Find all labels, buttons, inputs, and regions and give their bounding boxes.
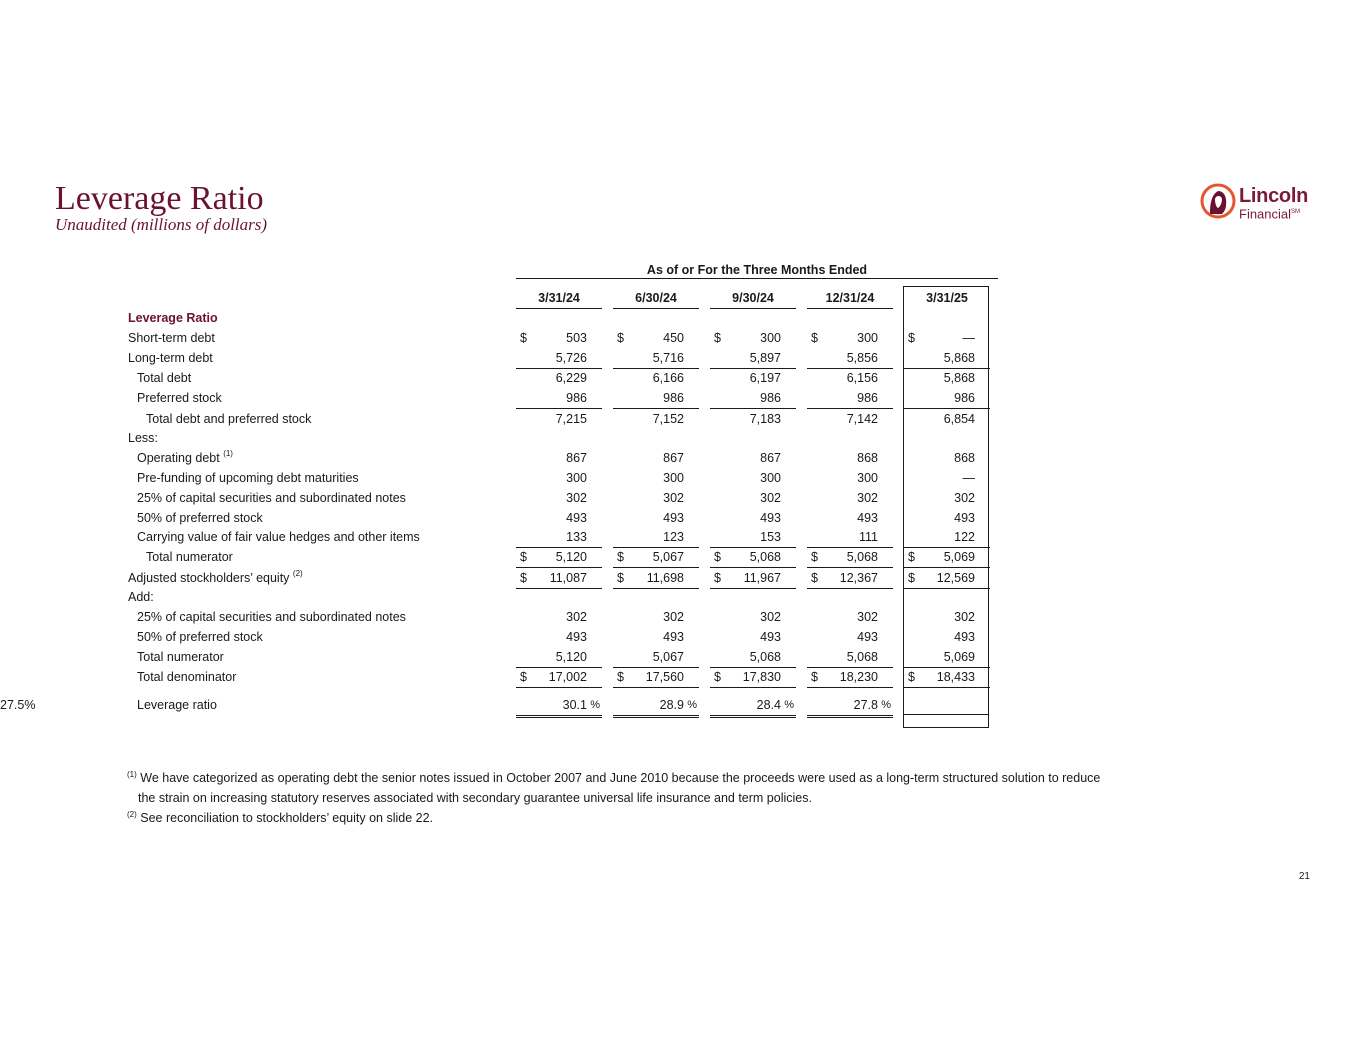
value-cell <box>613 388 699 409</box>
table-row <box>0 587 1365 607</box>
value-cell <box>710 388 796 409</box>
row-label <box>137 607 406 627</box>
row-label <box>128 348 213 368</box>
page-subtitle: Unaudited (millions of dollars) <box>55 215 268 234</box>
value-cell <box>807 409 893 429</box>
row-label-text: Total debt <box>137 371 192 385</box>
row-label <box>137 508 263 528</box>
value-cell <box>904 328 990 348</box>
row-label-text: Pre-funding of upcoming debt maturities <box>137 471 359 485</box>
footnote-1-continuation: the strain on increasing statutory reserves associated with secondary guarantee universal life insurance and term policies. <box>138 791 812 805</box>
value-cell <box>613 607 699 627</box>
table-row <box>0 527 1365 547</box>
value-cell <box>613 368 699 388</box>
row-label <box>137 647 224 667</box>
value-cell <box>0 695 86 715</box>
value-cell <box>904 368 990 388</box>
cell-value: 5,726 <box>555 351 587 365</box>
value-cell <box>904 647 990 668</box>
cell-value: 986 <box>857 391 878 405</box>
column-header <box>904 288 990 308</box>
value-cell <box>710 587 796 607</box>
cell-value: 12,569 <box>936 571 975 585</box>
row-label <box>137 488 406 508</box>
value-cell <box>904 428 990 448</box>
cell-value: 6,197 <box>749 371 781 385</box>
value-cell <box>807 448 893 468</box>
value-cell <box>710 667 796 688</box>
currency-symbol: $ <box>714 670 721 684</box>
cell-value: 986 <box>760 391 781 405</box>
cell-value: 503 <box>566 331 587 345</box>
value-cell <box>807 627 893 647</box>
cell-value: 986 <box>663 391 684 405</box>
cell-value: 5,068 <box>846 650 878 664</box>
value-cell <box>516 488 602 508</box>
cell-value: 5,120 <box>555 550 587 564</box>
value-cell <box>613 587 699 607</box>
percent-sign: % <box>24 698 36 712</box>
currency-symbol: $ <box>520 571 527 585</box>
value-cell <box>613 568 699 589</box>
value-cell <box>516 409 602 429</box>
cell-value: 7,215 <box>555 412 587 426</box>
value-cell <box>807 488 893 508</box>
currency-symbol: $ <box>520 331 527 345</box>
footnote-text: We have categorized as operating debt the senior notes issued in October 2007 and June 2010 because the proceeds were used as a long-term structured solution to reduce <box>140 771 1101 785</box>
value-cell <box>904 388 990 409</box>
cell-value: 18,230 <box>839 670 878 684</box>
row-label-text: 25% of capital securities and subordinated notes <box>137 491 406 505</box>
cell-value: 493 <box>954 511 975 525</box>
row-label-text: Leverage Ratio <box>128 311 218 325</box>
value-cell <box>904 527 990 548</box>
percent-sign: % <box>881 699 891 711</box>
value-cell <box>710 409 796 429</box>
value-cell <box>807 468 893 488</box>
value-cell <box>904 448 990 468</box>
value-cell <box>613 527 699 548</box>
cell-value: 493 <box>663 630 684 644</box>
value-cell <box>613 468 699 488</box>
value-cell <box>710 348 796 369</box>
value-cell <box>613 508 699 528</box>
footnote-2 <box>127 808 1177 828</box>
value-cell <box>516 448 602 468</box>
value-cell <box>710 328 796 348</box>
value-cell <box>516 587 602 607</box>
value-cell <box>516 468 602 488</box>
value-cell <box>710 468 796 488</box>
row-label <box>146 409 311 429</box>
cell-value: 17,002 <box>548 670 587 684</box>
value-cell <box>807 607 893 627</box>
cell-value: 302 <box>760 610 781 624</box>
page-number: 21 <box>1298 871 1310 882</box>
currency-symbol: $ <box>908 331 915 345</box>
value-cell <box>807 527 893 548</box>
value-cell <box>807 508 893 528</box>
cell-value: 5,067 <box>652 550 684 564</box>
table-row <box>0 627 1365 647</box>
column-header <box>613 288 699 309</box>
value-cell <box>516 527 602 548</box>
column-header <box>807 288 893 309</box>
value-cell <box>807 587 893 607</box>
row-label <box>128 587 154 607</box>
currency-symbol: $ <box>714 550 721 564</box>
value-cell <box>613 409 699 429</box>
row-label <box>137 468 359 488</box>
currency-symbol: $ <box>520 670 527 684</box>
cell-value: 7,183 <box>749 412 781 426</box>
cell-value: 30.1 <box>562 698 587 712</box>
table-group-header: As of or For the Three Months Ended <box>516 262 998 279</box>
currency-symbol: $ <box>520 550 527 564</box>
cell-value: 123 <box>663 530 684 544</box>
page-title: Leverage Ratio <box>55 180 264 217</box>
cell-value: 5,856 <box>846 351 878 365</box>
cell-value: 122 <box>954 530 975 544</box>
footnote-marker: (1) <box>127 770 137 779</box>
value-cell <box>516 388 602 409</box>
value-cell <box>904 409 990 429</box>
table-row <box>0 547 1365 567</box>
cell-value: 5,068 <box>749 650 781 664</box>
lincoln-portrait-icon <box>1200 181 1236 221</box>
value-cell <box>807 368 893 388</box>
cell-value: 5,068 <box>749 550 781 564</box>
table-row <box>0 695 1365 715</box>
value-cell <box>516 667 602 688</box>
cell-value: 5,067 <box>652 650 684 664</box>
cell-value: 17,560 <box>645 670 684 684</box>
currency-symbol: $ <box>811 550 818 564</box>
column-header-label: 12/31/24 <box>825 291 875 305</box>
column-header-label: 3/31/25 <box>926 291 968 305</box>
cell-value: 300 <box>760 331 781 345</box>
cell-value: 867 <box>566 451 587 465</box>
table-row <box>0 488 1365 508</box>
table-header-row <box>0 288 1365 308</box>
cell-value: 5,868 <box>943 371 975 385</box>
row-label-text: 50% of preferred stock <box>137 630 263 644</box>
cell-value: 302 <box>663 491 684 505</box>
value-cell <box>807 328 893 348</box>
percent-sign: % <box>687 699 697 711</box>
footnotes <box>127 768 1177 828</box>
row-label-text: Add: <box>128 590 154 604</box>
cell-value: 493 <box>566 511 587 525</box>
cell-value: 28.9 <box>659 698 684 712</box>
row-label-text: 25% of capital securities and subordinated notes <box>137 610 406 624</box>
cell-value: 300 <box>760 471 781 485</box>
footnote-text: See reconciliation to stockholders’ equity on slide 22. <box>140 811 434 825</box>
value-cell <box>904 468 990 488</box>
cell-value: 493 <box>663 511 684 525</box>
cell-value: 493 <box>857 511 878 525</box>
cell-value: 111 <box>858 530 878 544</box>
row-label <box>137 695 217 715</box>
value-cell <box>516 647 602 668</box>
cell-value: 302 <box>663 610 684 624</box>
row-label-text: Total numerator <box>146 550 233 564</box>
cell-value: 7,142 <box>846 412 878 426</box>
value-cell <box>516 627 602 647</box>
cell-value: 302 <box>857 491 878 505</box>
currency-symbol: $ <box>617 571 624 585</box>
value-cell <box>710 627 796 647</box>
table-row <box>0 468 1365 488</box>
currency-symbol: $ <box>617 331 624 345</box>
cell-value: 300 <box>857 471 878 485</box>
value-cell <box>613 348 699 369</box>
cell-value: 493 <box>954 630 975 644</box>
cell-value: 450 <box>663 331 684 345</box>
value-cell <box>807 428 893 448</box>
cell-value: 11,087 <box>549 571 587 585</box>
cell-value: 302 <box>954 491 975 505</box>
cell-value: 300 <box>566 471 587 485</box>
footnote-1 <box>127 768 1177 788</box>
currency-symbol: $ <box>908 571 915 585</box>
cell-value: 5,716 <box>652 351 684 365</box>
value-cell <box>613 448 699 468</box>
cell-value: 5,069 <box>943 550 975 564</box>
cell-value: 17,830 <box>742 670 781 684</box>
row-label-text: Long-term debt <box>128 351 213 365</box>
currency-symbol: $ <box>617 670 624 684</box>
table-row <box>0 647 1365 667</box>
cell-value: 302 <box>566 610 587 624</box>
cell-value: 302 <box>566 491 587 505</box>
cell-value: 11,698 <box>646 571 684 585</box>
value-cell <box>710 568 796 589</box>
cell-value: 6,854 <box>943 412 975 426</box>
row-label-text: Adjusted stockholders’ equity <box>128 571 290 585</box>
percent-sign: % <box>590 699 600 711</box>
value-cell <box>904 348 990 369</box>
cell-value: 11,967 <box>743 571 781 585</box>
footnote-marker: (2) <box>127 810 137 819</box>
value-cell <box>710 647 796 668</box>
row-label <box>128 568 303 588</box>
value-cell <box>710 527 796 548</box>
value-cell <box>904 627 990 647</box>
value-cell <box>807 388 893 409</box>
value-cell <box>516 607 602 627</box>
row-label <box>137 448 233 468</box>
table-row <box>0 328 1365 348</box>
cell-value: 868 <box>954 451 975 465</box>
value-cell <box>516 348 602 369</box>
value-cell <box>904 508 990 528</box>
percent-sign: % <box>784 699 794 711</box>
cell-value: 133 <box>566 530 587 544</box>
value-cell <box>613 547 699 568</box>
cell-value: 5,068 <box>846 550 878 564</box>
value-cell <box>904 568 990 589</box>
column-header <box>710 288 796 309</box>
cell-value: 493 <box>566 630 587 644</box>
value-cell <box>613 328 699 348</box>
row-label-text: 50% of preferred stock <box>137 511 263 525</box>
cell-value: 300 <box>663 471 684 485</box>
cell-value: 868 <box>857 451 878 465</box>
value-cell <box>516 428 602 448</box>
row-label <box>137 388 222 408</box>
currency-symbol: $ <box>908 670 915 684</box>
value-cell <box>516 547 602 568</box>
cell-value: 6,156 <box>846 371 878 385</box>
row-label <box>146 547 233 567</box>
row-label-text: Short-term debt <box>128 331 215 345</box>
value-cell <box>904 667 990 688</box>
table-row <box>0 409 1365 429</box>
value-cell <box>516 568 602 589</box>
column-header-label: 9/30/24 <box>732 291 774 305</box>
table-row <box>0 568 1365 588</box>
row-label-text: Operating debt <box>137 451 220 465</box>
footnote-reference: (2) <box>292 569 303 578</box>
row-label <box>137 627 263 647</box>
cell-value: 493 <box>760 511 781 525</box>
cell-value: 867 <box>760 451 781 465</box>
value-cell <box>807 667 893 688</box>
cell-value: 302 <box>760 491 781 505</box>
currency-symbol: $ <box>811 670 818 684</box>
row-label <box>137 368 191 388</box>
value-cell <box>904 607 990 627</box>
column-header-label: 6/30/24 <box>635 291 677 305</box>
cell-value: 493 <box>760 630 781 644</box>
cell-value: 5,897 <box>749 351 781 365</box>
row-label <box>137 667 236 687</box>
table-row <box>0 368 1365 388</box>
column-header-label: 3/31/24 <box>538 291 580 305</box>
row-label-text: Total numerator <box>137 650 224 664</box>
cell-value: — <box>962 471 975 485</box>
table-row <box>0 388 1365 408</box>
row-label <box>137 527 420 547</box>
table-row <box>0 508 1365 528</box>
value-cell <box>807 568 893 589</box>
currency-symbol: $ <box>811 331 818 345</box>
row-label <box>128 428 158 448</box>
value-cell <box>710 547 796 568</box>
table-row <box>0 428 1365 448</box>
table-row <box>0 308 1365 328</box>
cell-value: 493 <box>857 630 878 644</box>
currency-symbol: $ <box>714 571 721 585</box>
row-label <box>128 328 215 348</box>
value-cell <box>613 647 699 668</box>
row-label-text: Preferred stock <box>137 391 222 405</box>
currency-symbol: $ <box>908 550 915 564</box>
column-header <box>516 288 602 309</box>
cell-value: — <box>962 331 975 345</box>
row-label-text: Total denominator <box>137 670 237 684</box>
value-cell <box>710 695 796 718</box>
lincoln-financial-logo <box>1200 181 1312 223</box>
cell-value: 5,868 <box>943 351 975 365</box>
value-cell <box>904 587 990 607</box>
currency-symbol: $ <box>714 331 721 345</box>
table-row <box>0 348 1365 368</box>
value-cell <box>516 508 602 528</box>
cell-value: 12,367 <box>839 571 878 585</box>
table-row <box>0 448 1365 468</box>
cell-value: 153 <box>760 530 781 544</box>
row-label <box>128 308 218 328</box>
row-label-text: Carrying value of fair value hedges and other items <box>137 530 420 544</box>
value-cell <box>807 547 893 568</box>
cell-value: 867 <box>663 451 684 465</box>
value-cell <box>710 448 796 468</box>
value-cell <box>516 368 602 388</box>
value-cell <box>904 547 990 568</box>
cell-value: 27.5 <box>0 698 25 712</box>
value-cell <box>516 695 602 718</box>
row-label-text: Total debt and preferred stock <box>146 412 312 426</box>
value-cell <box>807 695 893 718</box>
cell-value: 986 <box>566 391 587 405</box>
value-cell <box>904 488 990 508</box>
value-cell <box>613 488 699 508</box>
logo-wordmark-line2: Financial℠ <box>1239 206 1301 222</box>
value-cell <box>613 667 699 688</box>
cell-value: 5,069 <box>943 650 975 664</box>
cell-value: 5,120 <box>555 650 587 664</box>
value-cell <box>710 368 796 388</box>
footnote-reference: (1) <box>223 449 233 458</box>
value-cell <box>516 328 602 348</box>
cell-value: 986 <box>954 391 975 405</box>
cell-value: 27.8 <box>853 698 878 712</box>
cell-value: 7,152 <box>652 412 684 426</box>
currency-symbol: $ <box>617 550 624 564</box>
table-row <box>0 667 1365 687</box>
currency-symbol: $ <box>811 571 818 585</box>
cell-value: 300 <box>857 331 878 345</box>
cell-value: 6,166 <box>652 371 684 385</box>
value-cell <box>710 508 796 528</box>
value-cell <box>613 695 699 718</box>
row-label-text: Less: <box>128 431 158 445</box>
value-cell <box>613 428 699 448</box>
value-cell <box>613 627 699 647</box>
cell-value: 6,229 <box>555 371 587 385</box>
row-label-text: Leverage ratio <box>137 698 217 712</box>
value-cell <box>807 647 893 668</box>
logo-wordmark-line1: Lincoln <box>1239 185 1309 207</box>
value-cell <box>710 607 796 627</box>
value-cell <box>807 348 893 369</box>
value-cell <box>710 488 796 508</box>
cell-value: 18,433 <box>936 670 975 684</box>
cell-value: 302 <box>954 610 975 624</box>
cell-value: 28.4 <box>756 698 781 712</box>
cell-value: 302 <box>857 610 878 624</box>
value-cell <box>710 428 796 448</box>
table-row <box>0 607 1365 627</box>
